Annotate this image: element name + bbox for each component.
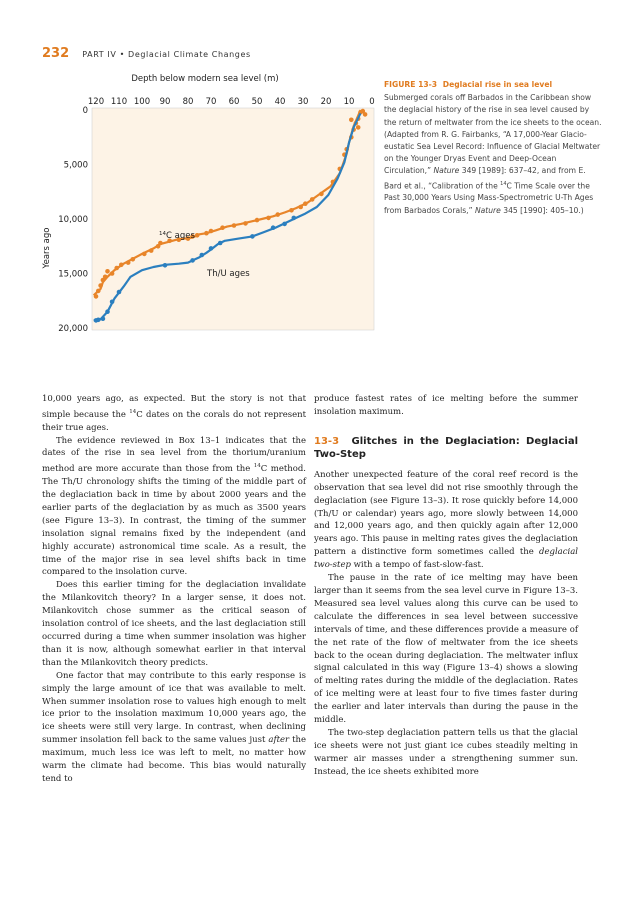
- c14-data-point: [195, 233, 200, 238]
- c14-data-point: [110, 271, 115, 276]
- c14-data-point: [105, 269, 110, 274]
- paragraph: The two-step deglaciation pattern tells us that the glacial ice sheets were not just giant ice cubes steadily melting in warmer air masses under a strengthening summer sun. Instead, the ice sheets exhibited more: [314, 727, 578, 777]
- thu-data-point: [250, 234, 255, 239]
- thu-data-point: [163, 263, 168, 268]
- running-head: PART IV • Deglacial Climate Changes: [82, 50, 251, 59]
- c14-data-point: [298, 205, 303, 210]
- c14-data-point: [232, 223, 237, 228]
- thu-data-point: [200, 253, 205, 258]
- c14-data-point: [255, 218, 260, 223]
- paragraph: One factor that may contribute to this early response is simply the large amount of ice that was available to melt. When summer insolation rose to values high enough to melt ice prior to the insolation maximum 10,000 years ago, the ice sheets were still very large. In contrast, when declining summer insolation fell back to the same values just after the maximum, much less ice was left to melt, no matter how warm the climate had become. This bias would naturally tend to: [42, 670, 307, 784]
- body-column-left: [42, 393, 306, 786]
- paragraph: Another unexpected feature of the coral reef record is the observation that sea level did not rise smoothly through the deglaciation (see Figure 13–3). It rose quickly before 14,000 (Th/U or calendar) years ago, more slowly between 14,000 and 12,000 years ago, and then quickly again after 12,000 years ago. This pause in melting rates gives the deglaciation pattern a distinctive form sometimes called the deglacial two-step with a tempo of fast-slow-fast.: [314, 469, 578, 571]
- thu-data-point: [282, 222, 287, 227]
- y-tick-label: 10,000: [58, 215, 88, 225]
- y-tick-label: 5,000: [63, 160, 88, 171]
- c14-data-point: [94, 294, 99, 299]
- c14-data-point: [103, 275, 108, 280]
- thu-data-point: [218, 241, 223, 246]
- x-tick-label: 20: [320, 97, 332, 107]
- c14-data-point: [349, 118, 354, 123]
- figure-title: FIGURE 13-3 Deglacial rise in sea level: [384, 80, 553, 89]
- x-tick-label: 80: [182, 97, 194, 107]
- y-tick-label: 0: [82, 106, 88, 116]
- c14-data-point: [220, 225, 225, 230]
- c14-data-point: [131, 257, 136, 262]
- thu-series-label: Th/U ages: [207, 269, 250, 279]
- page-number: 232: [42, 46, 70, 61]
- c14-data-point: [310, 197, 315, 202]
- thu-data-point: [117, 290, 122, 295]
- c14-data-point: [319, 192, 324, 197]
- x-tick-label: 70: [205, 97, 217, 107]
- c14-data-point: [303, 201, 308, 206]
- paragraph: Does this earlier timing for the deglaciation invalidate the Milankovitch theory? In a larger sense, it does not. Milankovitch chose summer as the critical season of insolation control of ice sheets, and the last deglaciation still occurred during a time when summer insolation was higher than it is now, although somewhat earlier in that interval than the Milankovitch theory predicts.: [42, 580, 306, 668]
- c14-data-point: [266, 216, 271, 221]
- figure-caption: FIGURE 13-3 Deglacial rise in sea level Submerged corals off Barbados in the Caribbean show the deglacial history of the rise in sea level caused by the return of meltwater from the ice sheets to the ocean. (Adapted from R. G. Fairbanks, “A 17,000-Year Glacio-eustatic Sea Level Record: Influence of Glacial Meltwater on the Younger Dryas Event and Deep-Ocean Circulation,” Nature 349 [1989]: 637–42, and from E. Bard et al., “Calibration of the $^{14}$C Time Scale over the Past 30,000 Years Using Mass-Spectrometric U-Th Ages from Barbados Corals,” Nature 345 [1990]: 405–10.): [384, 78, 604, 217]
- y-tick-label: 20,000: [58, 324, 88, 332]
- x-tick-label: 90: [159, 97, 171, 107]
- x-axis-label: Depth below modern sea level (m): [131, 74, 279, 84]
- page-header: [42, 42, 251, 61]
- thu-data-point: [209, 246, 214, 251]
- c14-data-point: [209, 229, 214, 234]
- x-tick-label: 0: [369, 97, 375, 107]
- plot-frame: [92, 108, 374, 330]
- c14-data-point: [119, 263, 124, 268]
- c14-data-point: [356, 125, 361, 130]
- c14-data-point: [114, 266, 119, 271]
- x-tick-label: 10: [343, 97, 355, 107]
- c14-data-point: [204, 231, 209, 236]
- body-column-right: [314, 393, 578, 779]
- c14-data-point: [158, 241, 163, 246]
- thu-data-point: [101, 316, 106, 321]
- c14-data-point: [363, 112, 368, 117]
- sea-level-chart: [30, 70, 380, 332]
- c14-data-point: [142, 252, 147, 257]
- x-tick-label: 120: [87, 97, 105, 107]
- c14-data-point: [275, 212, 280, 217]
- section-heading: 13-3 Glitches in the Deglaciation: Deglacial Two-Step: [314, 435, 578, 460]
- thu-data-point: [110, 300, 115, 305]
- c14-data-point: [149, 248, 154, 253]
- x-tick-label: 40: [274, 97, 286, 107]
- c14-series-label: $^{14}$C ages: [159, 231, 195, 241]
- c14-data-point: [98, 283, 103, 288]
- thu-data-point: [96, 318, 101, 323]
- c14-data-point: [289, 208, 294, 213]
- thu-data-point: [271, 225, 276, 230]
- x-tick-label: 50: [251, 97, 263, 107]
- x-tick-label: 60: [228, 97, 240, 107]
- c14-data-point: [126, 260, 131, 265]
- paragraph: The evidence reviewed in Box 13–1 indicates that the dates of the rise in sea level from the thorium/uranium method are more accurate than those from the $^{14}$C method. The Th/U chronology shifts the timing of the middle part of the deglaciation back in time by about 2000 years and the earlier parts of the deglaciation by as much as 3500 years (see Figure 13–3). In contrast, the timing of the summer insolation signal remains fixed by the independent (and highly accurate) astronomical time scale. As a result, the time of the major rise in sea level shifts back in time compared to the insolation curve.: [42, 435, 306, 578]
- c14-data-point: [96, 289, 101, 294]
- x-tick-label: 110: [110, 97, 128, 107]
- thu-data-point: [292, 216, 297, 221]
- thu-data-point: [105, 309, 110, 314]
- paragraph: 10,000 years ago, as expected. But the story is not that simple because the $^{14}$C dates on the corals do not represent their true ages.: [42, 394, 307, 433]
- x-tick-label: 100: [133, 97, 151, 107]
- c14-data-point: [243, 221, 248, 226]
- paragraph: produce fastest rates of ice melting before the summer insolation maximum.: [314, 394, 578, 417]
- y-tick-label: 15,000: [58, 269, 88, 280]
- paragraph: The pause in the rate of ice melting may have been larger than it seems from the sea level curve in Figure 13–3. Measured sea level values along this curve can be used to calculate the differences in sea level between successive intervals of time, and these differences provide a measure of the net rate of the flow of meltwater from the ice sheets back to the ocean during deglaciation. The meltwater influx signal calculated in this way (Figure 13–4) shows a slowing of melting rates during the middle of the deglaciation. Rates of ice melting were at least four to five times faster during the earlier and later intervals than during the pause in the middle.: [314, 573, 578, 726]
- y-axis-label: Years ago: [42, 227, 52, 269]
- x-tick-label: 30: [297, 97, 309, 107]
- thu-data-point: [190, 258, 195, 263]
